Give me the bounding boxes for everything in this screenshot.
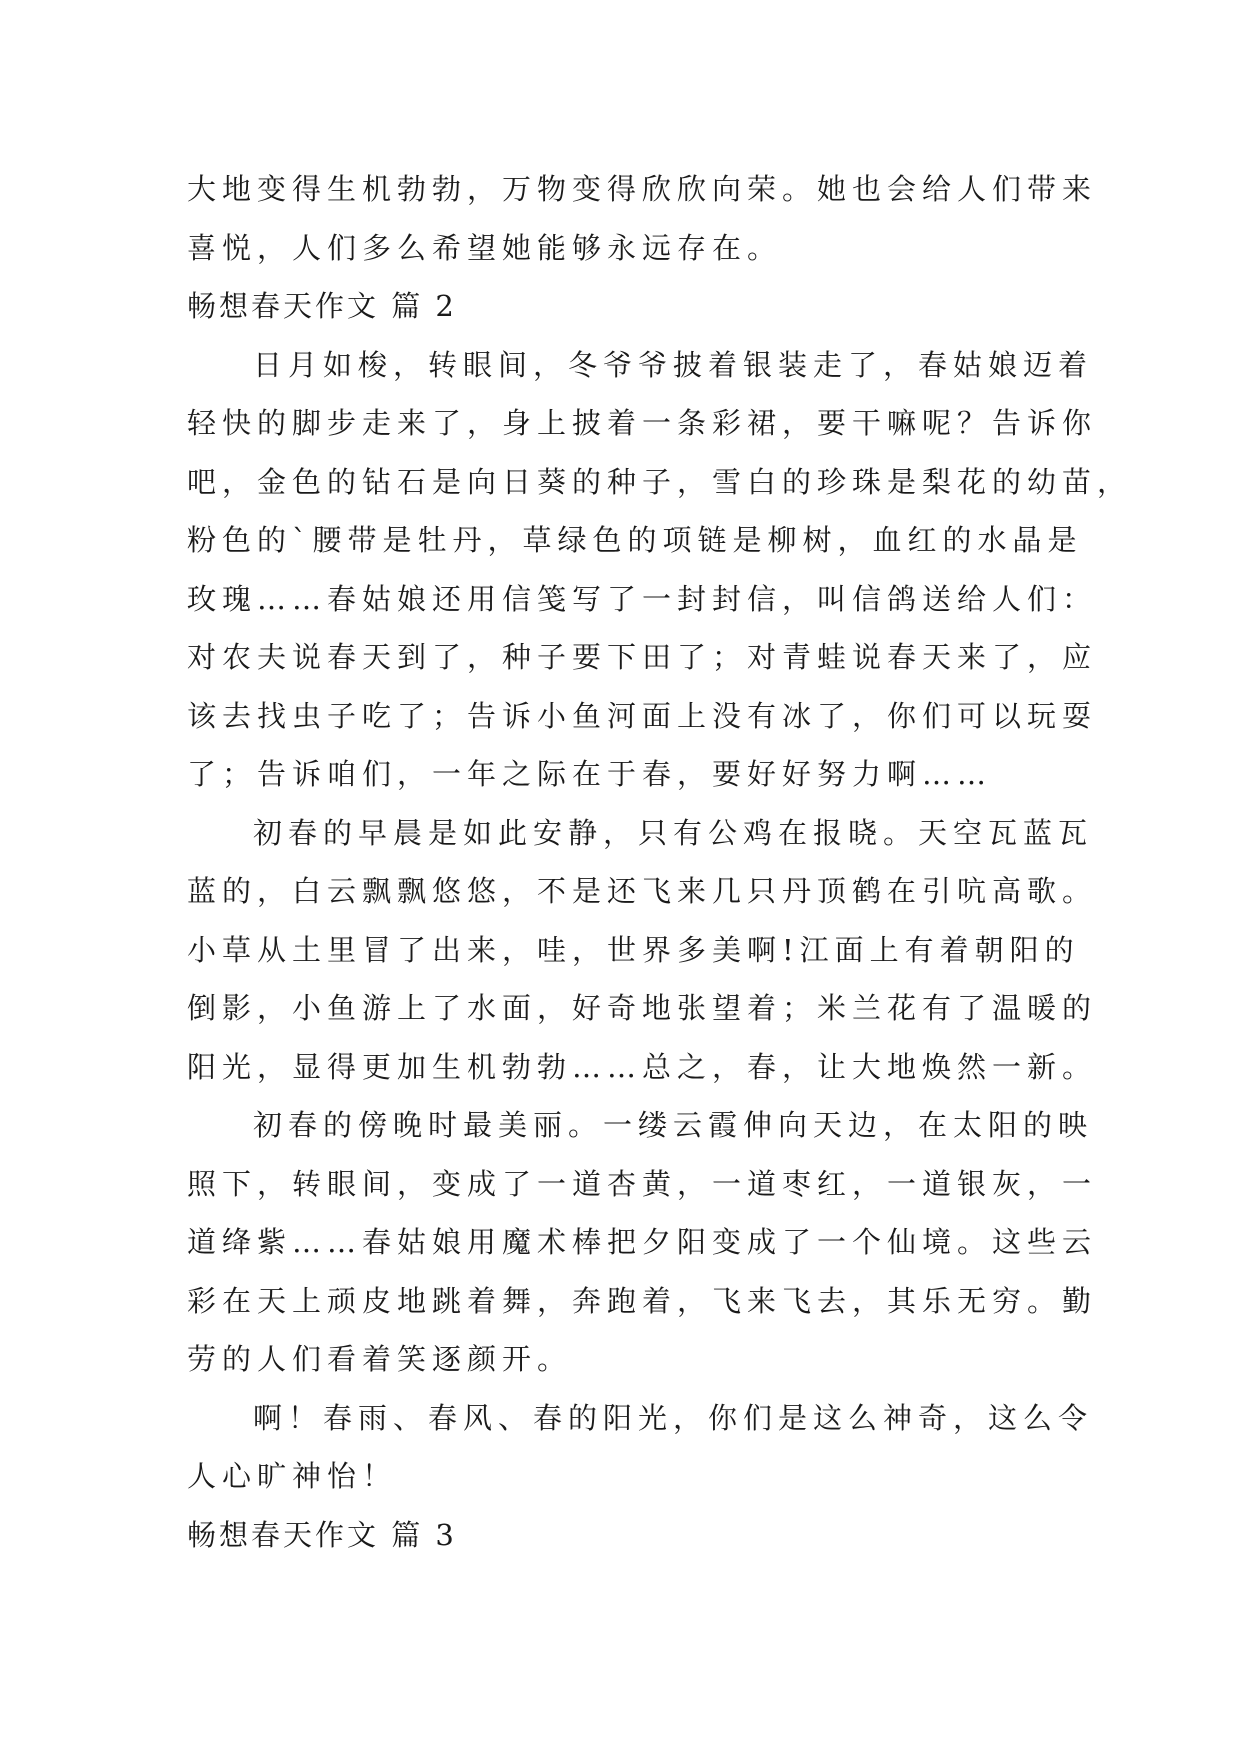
text-line: 初春的傍晚时最美丽。一缕云霞伸向天边，在太阳的映 bbox=[253, 1108, 1094, 1142]
text-line: 初春的早晨是如此安静，只有公鸡在报晓。天空瓦蓝瓦 bbox=[253, 815, 1094, 850]
text-line: 照下，转眼间，变成了一道杏黄，一道枣红，一道银灰，一 bbox=[187, 1166, 1098, 1201]
text-line: 轻快的脚步走来了，身上披着一条彩裙，要干嘛呢？告诉你 bbox=[187, 406, 1098, 440]
section-heading-2: 畅想春天作文 篇 2 bbox=[187, 289, 457, 323]
text-line: 吧，金色的钻石是向日葵的种子，雪白的珍珠是梨花的幼苗， bbox=[187, 464, 1133, 499]
text-line: 对农夫说春天到了，种子要下田了；对青蛙说春天来了，应 bbox=[187, 640, 1098, 674]
text-line: 劳的人们看着笑逐颜开。 bbox=[187, 1342, 573, 1376]
section-heading-3: 畅想春天作文 篇 3 bbox=[187, 1517, 457, 1552]
text-line: 阳光，显得更加生机勃勃……总之，春，让大地焕然一新。 bbox=[187, 1049, 1098, 1084]
text-line: 喜悦，人们多么希望她能够永远存在。 bbox=[187, 230, 783, 265]
paragraph-3 bbox=[187, 1096, 1098, 1389]
text-line: 道绛紫……春姑娘用魔术棒把夕阳变成了一个仙境。这些云 bbox=[187, 1225, 1098, 1259]
paragraph-4 bbox=[187, 1389, 1094, 1506]
text-line: 彩在天上顽皮地跳着舞，奔跑着，飞来飞去，其乐无穷。勤 bbox=[187, 1283, 1098, 1318]
paragraph-1 bbox=[187, 336, 1133, 804]
text-line: 啊！春雨、春风、春的阳光，你们是这么神奇，这么令 bbox=[253, 1400, 1094, 1435]
document-body bbox=[187, 160, 1133, 1564]
text-line: 蓝的，白云飘飘悠悠，不是还飞来几只丹顶鹤在引吭高歌。 bbox=[187, 874, 1098, 908]
text-line: 小草从土里冒了出来，哇，世界多美啊!江面上有着朝阳的 bbox=[187, 932, 1080, 967]
text-line: 玫瑰……春姑娘还用信笺写了一封封信，叫信鸽送给人们： bbox=[187, 581, 1098, 616]
paragraph-2 bbox=[187, 804, 1098, 1097]
text-line: 该去找虫子吃了；告诉小鱼河面上没有冰了，你们可以玩耍 bbox=[187, 698, 1098, 733]
text-line: 倒影，小鱼游上了水面，好奇地张望着；米兰花有了温暖的 bbox=[187, 991, 1098, 1025]
text-line: 大地变得生机勃勃，万物变得欣欣向荣。她也会给人们带来 bbox=[187, 172, 1098, 206]
text-line: 人心旷神怡！ bbox=[187, 1459, 398, 1493]
text-line: 粉色的`腰带是牡丹，草绿色的项链是柳树，血红的水晶是 bbox=[187, 523, 1083, 557]
text-line: 日月如梭，转眼间，冬爷爷披着银装走了，春姑娘迈着 bbox=[253, 347, 1094, 382]
text-line: 了；告诉咱们，一年之际在于春，要好好努力啊…… bbox=[187, 757, 993, 791]
intro-paragraph bbox=[187, 160, 1098, 277]
